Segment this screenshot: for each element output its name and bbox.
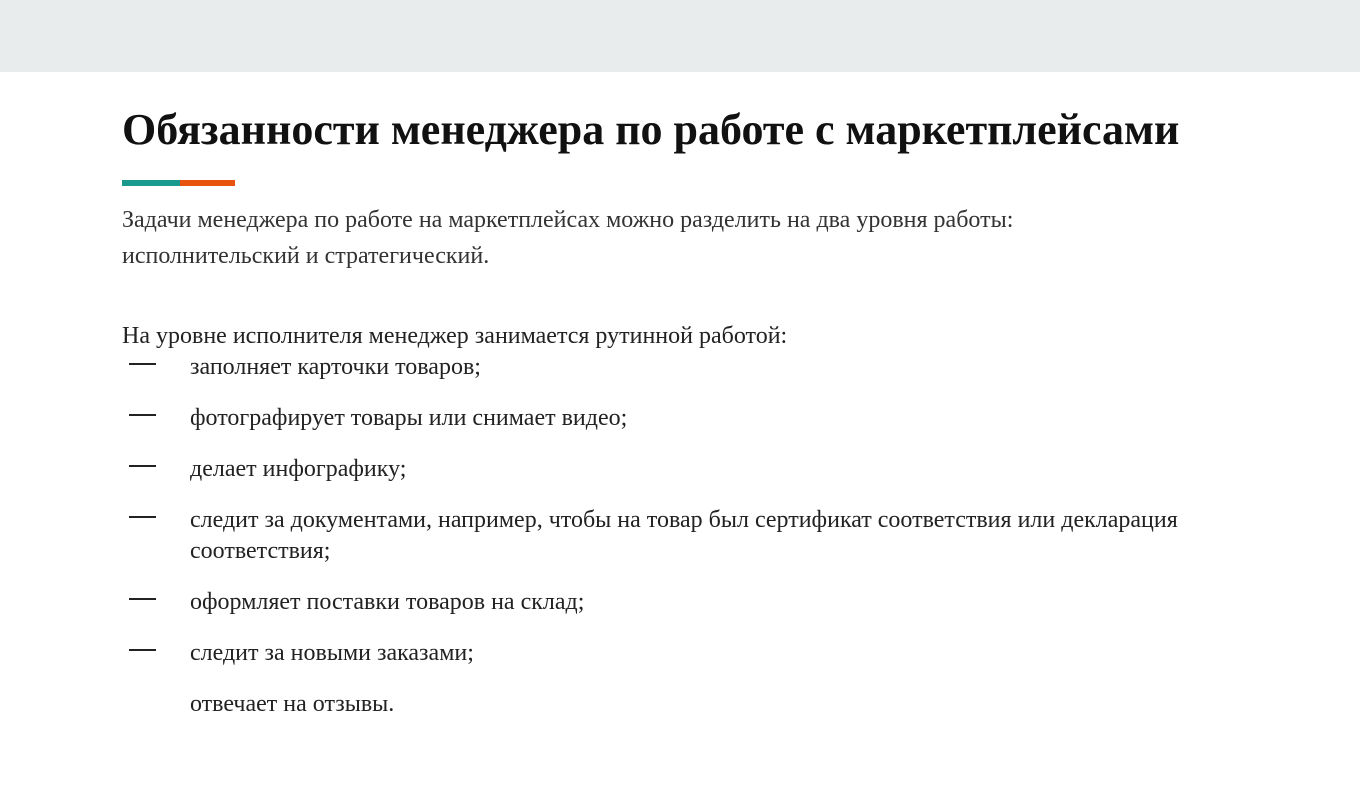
slide-content <box>122 72 1272 740</box>
accent-segment-orange <box>180 180 235 186</box>
list-item-text: следит за документами, например, чтобы на товар был сертификат соответствия или декларация соответствия; <box>190 507 1178 564</box>
list-item <box>122 505 1272 567</box>
list-item-text: оформляет поставки товаров на склад; <box>190 589 585 615</box>
dash-marker <box>129 403 159 434</box>
dash-marker <box>129 352 159 383</box>
intro-line-1: Задачи менеджера по работе на маркетплейсах можно разделить на два уровня работы: <box>122 207 1014 233</box>
dash-marker <box>129 505 159 536</box>
title-accent-line <box>122 180 235 186</box>
list-item-text: заполняет карточки товаров; <box>190 354 481 380</box>
intro-line-2: исполнительский и стратегический. <box>122 243 490 269</box>
list-item <box>122 352 1272 383</box>
dash-marker <box>129 454 159 485</box>
list-item-text: делает инфографику; <box>190 456 407 482</box>
top-band <box>0 0 1360 72</box>
list-item <box>122 403 1272 434</box>
list-item-text: отвечает на отзывы. <box>190 691 395 717</box>
list-item <box>122 587 1272 618</box>
duties-list <box>122 352 1272 720</box>
list-item-text: фотографирует товары или снимает видео; <box>190 405 628 431</box>
page-title: Обязанности менеджера по работе с маркетплейсами <box>122 105 1180 154</box>
list-item <box>122 454 1272 485</box>
dash-marker <box>129 638 159 669</box>
accent-segment-teal <box>122 180 180 186</box>
section-lead: На уровне исполнителя менеджер занимается рутинной работой: <box>122 323 788 349</box>
dash-marker <box>129 587 159 618</box>
list-item <box>122 638 1272 669</box>
list-item-text: следит за новыми заказами; <box>190 640 474 666</box>
intro-paragraph <box>122 202 1272 274</box>
list-item <box>122 689 1272 720</box>
